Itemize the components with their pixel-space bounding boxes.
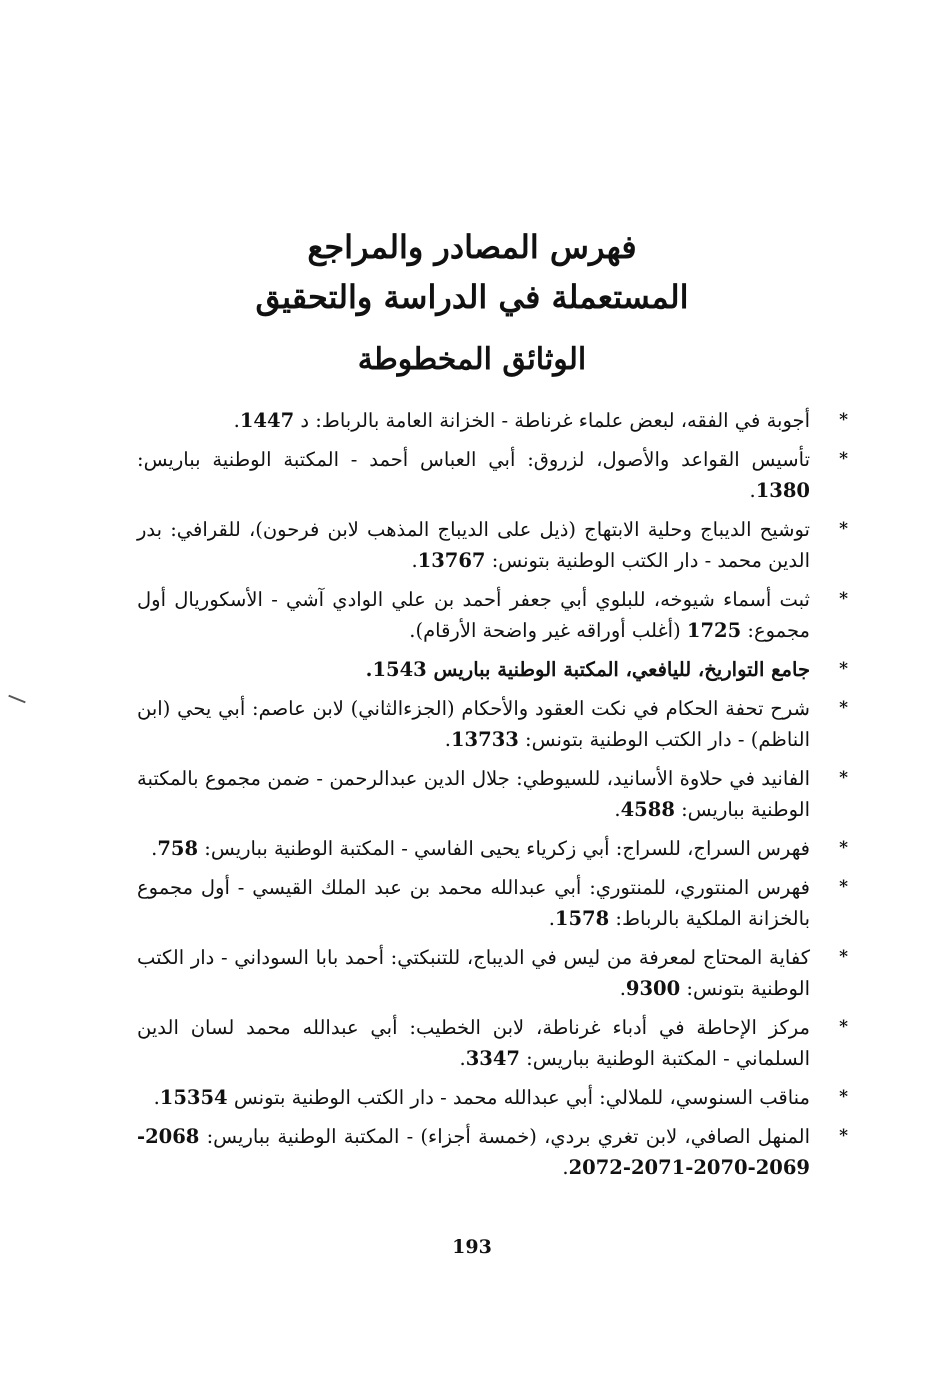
- entry-shelfmark: 1578: [554, 907, 610, 930]
- entry-text: مركز الإحاطة في أدباء غرناطة، لابن الخطيب: أبي عبدالله محمد لسان الدين السلماني - المكتبة الوطنية بباريس:: [137, 1016, 810, 1070]
- entry-shelfmark: 15354: [159, 1086, 228, 1109]
- entry-end: .: [365, 658, 373, 681]
- bullet-icon: *: [839, 1087, 848, 1107]
- bullet-icon: *: [839, 768, 848, 788]
- entry-text: شرح تحفة الحكام في نكت العقود والأحكام (الجزءالثاني) لابن عاصم: أبي يحي (ابن الناظم) - دار الكتب الوطنية بتونس:: [137, 697, 810, 751]
- entry-text: ثبت أسماء شيوخه، للبلوي أبي جعفر أحمد بن علي الوادي آشي - الأسكوريال أول مجموع:: [137, 588, 810, 642]
- entry-shelfmark: 1725: [686, 619, 742, 642]
- list-item: [137, 693, 852, 755]
- bullet-icon: *: [839, 838, 848, 858]
- list-item: [137, 584, 852, 646]
- entry-text: توشيح الديباج وحلية الابتهاج (ذيل على الديباج المذهب لابن فرحون)، للقرافي: بدر الدين محمد - دار الكتب الوطنية بتونس:: [137, 518, 810, 572]
- entry-text: المنهل الصافي، لابن تغري بردي، (خمسة أجزاء) - المكتبة الوطنية بباريس:: [206, 1125, 810, 1148]
- bullet-icon: *: [839, 449, 848, 469]
- entry-text: أجوبة في الفقه، لبعض علماء غرناطة - الخزانة العامة بالرباط: د: [300, 409, 810, 432]
- bullet-icon: *: [839, 519, 848, 539]
- list-item: [137, 872, 852, 934]
- bullet-icon: *: [839, 589, 848, 609]
- entry-end: .: [614, 798, 621, 821]
- bullet-icon: *: [839, 947, 848, 967]
- entry-end: .: [151, 837, 158, 860]
- bibliography-list: [137, 405, 852, 1191]
- bullet-icon: *: [839, 410, 848, 430]
- bullet-icon: *: [839, 698, 848, 718]
- entry-end: .: [619, 977, 626, 1000]
- list-item: [137, 1121, 852, 1183]
- entry-shelfmark: 1543: [372, 658, 427, 681]
- page-number: 193: [452, 1236, 492, 1258]
- entry-end: .: [459, 1047, 466, 1070]
- list-item: [137, 1012, 852, 1074]
- entry-text: كفاية المحتاج لمعرفة من ليس في الديباج، للتنبكتي: أحمد بابا السوداني - دار الكتب الوطنية بتونس:: [137, 946, 810, 1000]
- bullet-icon: *: [839, 1126, 848, 1146]
- entry-shelfmark: 1447: [239, 409, 295, 432]
- entry-end: .: [153, 1086, 160, 1109]
- page-subtitle: المستعملة في الدراسة والتحقيق: [255, 278, 689, 316]
- entry-shelfmark: 13733: [450, 728, 519, 751]
- list-item: [137, 654, 852, 685]
- entry-text: تأسيس القواعد والأصول، لزروق: أبي العباس أحمد - المكتبة الوطنية بباريس:: [137, 448, 810, 471]
- title-block: [0, 222, 944, 322]
- section-heading: الوثائق المخطوطة: [357, 342, 587, 377]
- entry-end: (أغلب أوراقه غير واضحة الأرقام).: [409, 619, 681, 642]
- entry-shelfmark: 9300: [625, 977, 681, 1000]
- entry-text: مناقب السنوسي، للملالي: أبي عبدالله محمد - دار الكتب الوطنية بتونس: [233, 1086, 810, 1109]
- entry-end: .: [411, 549, 418, 572]
- list-item: [137, 444, 852, 506]
- entry-end: .: [562, 1156, 569, 1179]
- list-item: [137, 833, 852, 864]
- scan-mark: [8, 695, 25, 704]
- entry-text: فهرس المنتوري، للمنتوري: أبي عبدالله محمد بن عبد الملك القيسي - أول مجموع بالخزانة الملكية بالرباط:: [137, 876, 810, 930]
- bullet-icon: *: [839, 1017, 848, 1037]
- entry-text: فهرس السراج، للسراج: أبي زكرياء يحيى الفاسي - المكتبة الوطنية بباريس:: [204, 837, 810, 860]
- page-title: فهرس المصادر والمراجع: [307, 228, 637, 266]
- entry-shelfmark: 758: [157, 837, 199, 860]
- entry-shelfmark: 2068-2069-2070-2071-2072: [137, 1125, 810, 1179]
- entry-text: جامع التواريخ، لليافعي، المكتبة الوطنية بباريس: [433, 658, 810, 681]
- bullet-icon: *: [839, 877, 848, 897]
- bullet-icon: *: [839, 659, 848, 679]
- list-item: [137, 1082, 852, 1113]
- list-item: [137, 405, 852, 436]
- list-item: [137, 942, 852, 1004]
- list-item: [137, 763, 852, 825]
- entry-text: الفانيد في حلاوة الأسانيد، للسيوطي: جلال الدين عبدالرحمن - ضمن مجموع بالمكتبة الوطنية بباريس:: [137, 767, 810, 821]
- entry-end: .: [749, 479, 756, 502]
- entry-end: .: [233, 409, 240, 432]
- entry-shelfmark: 3347: [465, 1047, 520, 1070]
- entry-end: .: [548, 907, 555, 930]
- entry-end: .: [444, 728, 451, 751]
- entry-shelfmark: 4588: [620, 798, 675, 821]
- list-item: [137, 514, 852, 576]
- entry-shelfmark: 13767: [417, 549, 486, 572]
- entry-shelfmark: 1380: [755, 479, 810, 502]
